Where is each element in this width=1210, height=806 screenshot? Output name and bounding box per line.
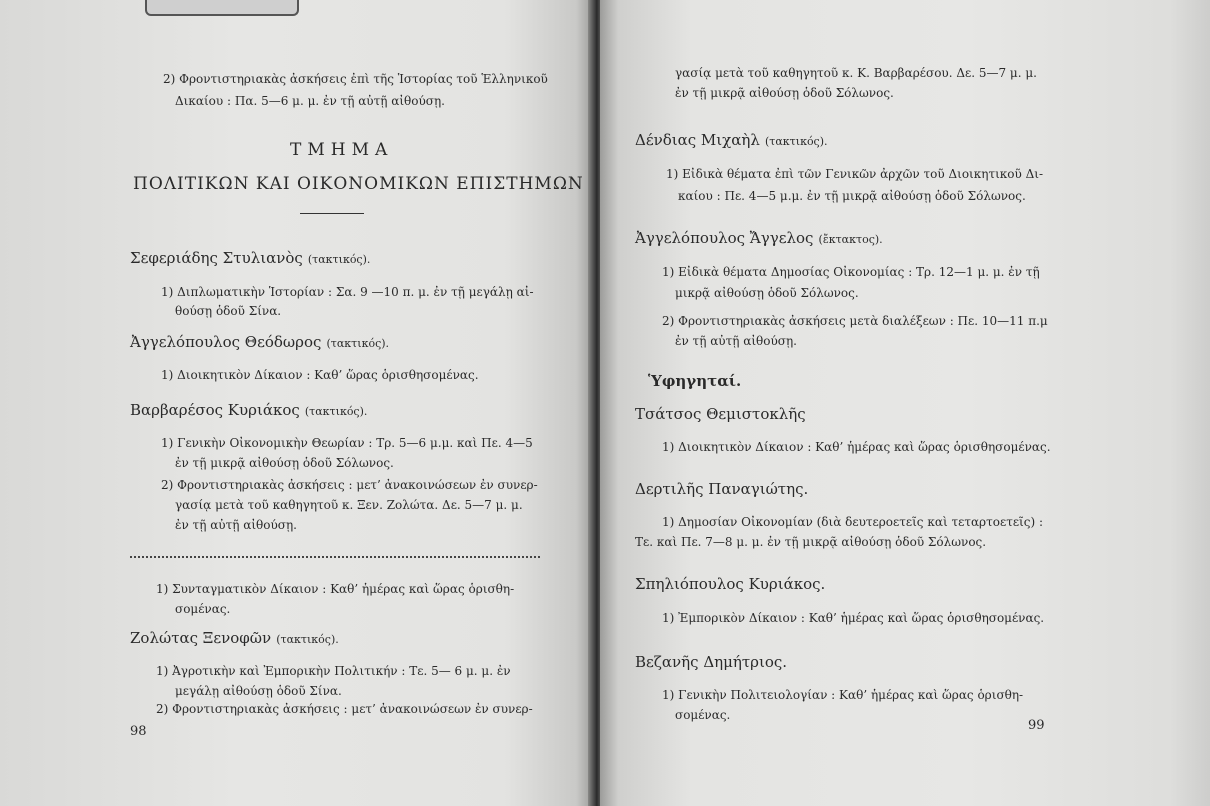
professor-role: (τακτικός). [764, 135, 828, 148]
professor-name: Δερτιλῆς Παναγιώτης. [635, 480, 809, 498]
course-line: 1) Ἐμπορικὸν Δίκαιον : Καθ’ ἡμέρας καὶ ὥρας ὁρισθησομένας. [662, 611, 1045, 625]
left-page [0, 0, 594, 806]
left-top-item-line2: Δικαίου : Πα. 5—6 μ. μ. ἐν τῇ αὐτῇ αἰθούσῃ. [175, 94, 445, 108]
course-line: γασίᾳ μετὰ τοῦ καθηγητοῦ κ. Ξεν. Ζολώτα. Δε. 5—7 μ. μ. [175, 498, 523, 512]
course-line: 1) Εἰδικὰ θέματα ἐπὶ τῶν Γενικῶν ἀρχῶν τοῦ Διοικητικοῦ Δι- [666, 167, 1044, 181]
course-line: ἐν τῇ αὐτῇ αἰθούσῃ. [175, 518, 297, 532]
section-title: ΤΜΗΜΑ [290, 140, 394, 160]
section-subtitle: ΠΟΛΙΤΙΚΩΝ ΚΑΙ ΟΙΚΟΝΟΜΙΚΩΝ ΕΠΙΣΤΗΜΩΝ [133, 174, 584, 194]
course-line: Τε. καὶ Πε. 7—8 μ. μ. ἐν τῇ μικρᾷ αἰθούσῃ ὁδοῦ Σόλωνος. [635, 535, 987, 549]
dotted-separator [130, 556, 540, 558]
course-line: 1) Διπλωματικὴν Ἱστορίαν : Σα. 9 —10 π. μ. ἐν τῇ μεγάλῃ αἰ- [161, 285, 534, 299]
professor-entry [130, 248, 370, 267]
professor-entry [130, 332, 389, 351]
course-line: καίου : Πε. 4—5 μ.μ. ἐν τῇ μικρᾷ αἰθούσῃ ὁδοῦ Σόλωνος. [678, 189, 1026, 203]
course-line: 2) Φροντιστηριακὰς ἀσκήσεις μετὰ διαλέξεων : Πε. 10—11 π.μ [662, 314, 1048, 328]
course-line: ἐν τῇ αὐτῇ αἰθούσῃ. [675, 334, 797, 348]
right-top-item-line2: ἐν τῇ μικρᾷ αἰθούσῃ ὁδοῦ Σόλωνος. [675, 86, 894, 100]
professor-role: (τακτικός). [304, 405, 368, 418]
course-line: 1) Εἰδικὰ θέματα Δημοσίας Οἰκονομίας : Τρ. 12—1 μ. μ. ἐν τῇ [662, 265, 1040, 279]
professor-entry [130, 400, 367, 419]
left-top-item-line1: 2) Φροντιστηριακὰς ἀσκήσεις ἐπὶ τῆς Ἱστορίας τοῦ Ἑλληνικοῦ [163, 72, 548, 86]
professor-name: Βεζανῆς Δημήτριος. [635, 653, 788, 671]
professor-name: Ἀγγελόπουλος Ἄγγελος [635, 229, 814, 247]
right-top-item-line1: γασίᾳ μετὰ τοῦ καθηγητοῦ κ. Κ. Βαρβαρέσου. Δε. 5—7 μ. μ. [675, 66, 1037, 80]
professor-entry [635, 130, 828, 149]
professor-name: Τσάτσος Θεμιστοκλῆς [635, 405, 806, 423]
course-line: 1) Γενικὴν Πολιτειολογίαν : Καθ’ ἡμέρας καὶ ὥρας ὁρισθη- [662, 688, 1024, 702]
professor-entry [635, 228, 883, 247]
course-line: 1) Δημοσίαν Οἰκονομίαν (διὰ δευτεροετεῖς καὶ τεταρτοετεῖς) : [662, 515, 1044, 529]
course-line: μικρᾷ αἰθούσῃ ὁδοῦ Σόλωνος. [675, 286, 859, 300]
course-line: 1) Ἀγροτικὴν καὶ Ἐμπορικὴν Πολιτικήν : Τε. 5— 6 μ. μ. ἐν [156, 664, 511, 678]
title-rule [300, 213, 364, 214]
professor-role: (τακτικός). [307, 253, 371, 266]
lecturers-heading: Ὑφηγηταί. [648, 372, 742, 390]
page-edge-shadow [1170, 0, 1210, 806]
course-line: σομένας. [175, 602, 231, 616]
course-line: 2) Φροντιστηριακὰς ἀσκήσεις : μετ’ ἀνακοινώσεων ἐν συνερ- [156, 702, 533, 716]
professor-name: Ἀγγελόπουλος Θεόδωρος [130, 333, 322, 351]
professor-name: Ζολώτας Ξενοφῶν [130, 629, 272, 647]
course-line: 1) Διοικητικὸν Δίκαιον : Καθ’ ἡμέρας καὶ ὥρας ὁρισθησομένας. [662, 440, 1051, 454]
course-line: 1) Διοικητικὸν Δίκαιον : Καθ’ ὥρας ὁρισθησομένας. [161, 368, 479, 382]
right-page [600, 0, 1210, 806]
professor-role: (τακτικός). [326, 337, 390, 350]
professor-role: (ἔκτακτος). [818, 233, 883, 246]
professor-role: (τακτικός). [276, 633, 339, 646]
course-line: σομένας. [675, 708, 731, 722]
page-clip [145, 0, 299, 16]
professor-name: Βαρβαρέσος Κυριάκος [130, 401, 300, 419]
professor-name: Σεφεριάδης Στυλιανὸς [130, 249, 303, 267]
page-number: 98 [130, 724, 147, 739]
course-line: 1) Συνταγματικὸν Δίκαιον : Καθ’ ἡμέρας καὶ ὥρας ὁρισθη- [156, 582, 515, 596]
course-line: μεγάλῃ αἰθούσῃ ὁδοῦ Σίνα. [175, 684, 342, 698]
professor-name: Σπηλιόπουλος Κυριάκος. [635, 575, 826, 593]
course-line: θούσῃ ὁδοῦ Σίνα. [175, 304, 282, 318]
page-number: 99 [1028, 718, 1045, 733]
course-line: 1) Γενικὴν Οἰκονομικὴν Θεωρίαν : Τρ. 5—6 μ.μ. καὶ Πε. 4—5 [161, 436, 533, 450]
course-line: ἐν τῇ μικρᾷ αἰθούσῃ ὁδοῦ Σόλωνος. [175, 456, 394, 470]
professor-entry [130, 628, 339, 647]
course-line: 2) Φροντιστηριακὰς ἀσκήσεις : μετ’ ἀνακοινώσεων ἐν συνερ- [161, 478, 538, 492]
professor-name: Δένδιας Μιχαὴλ [635, 131, 760, 149]
